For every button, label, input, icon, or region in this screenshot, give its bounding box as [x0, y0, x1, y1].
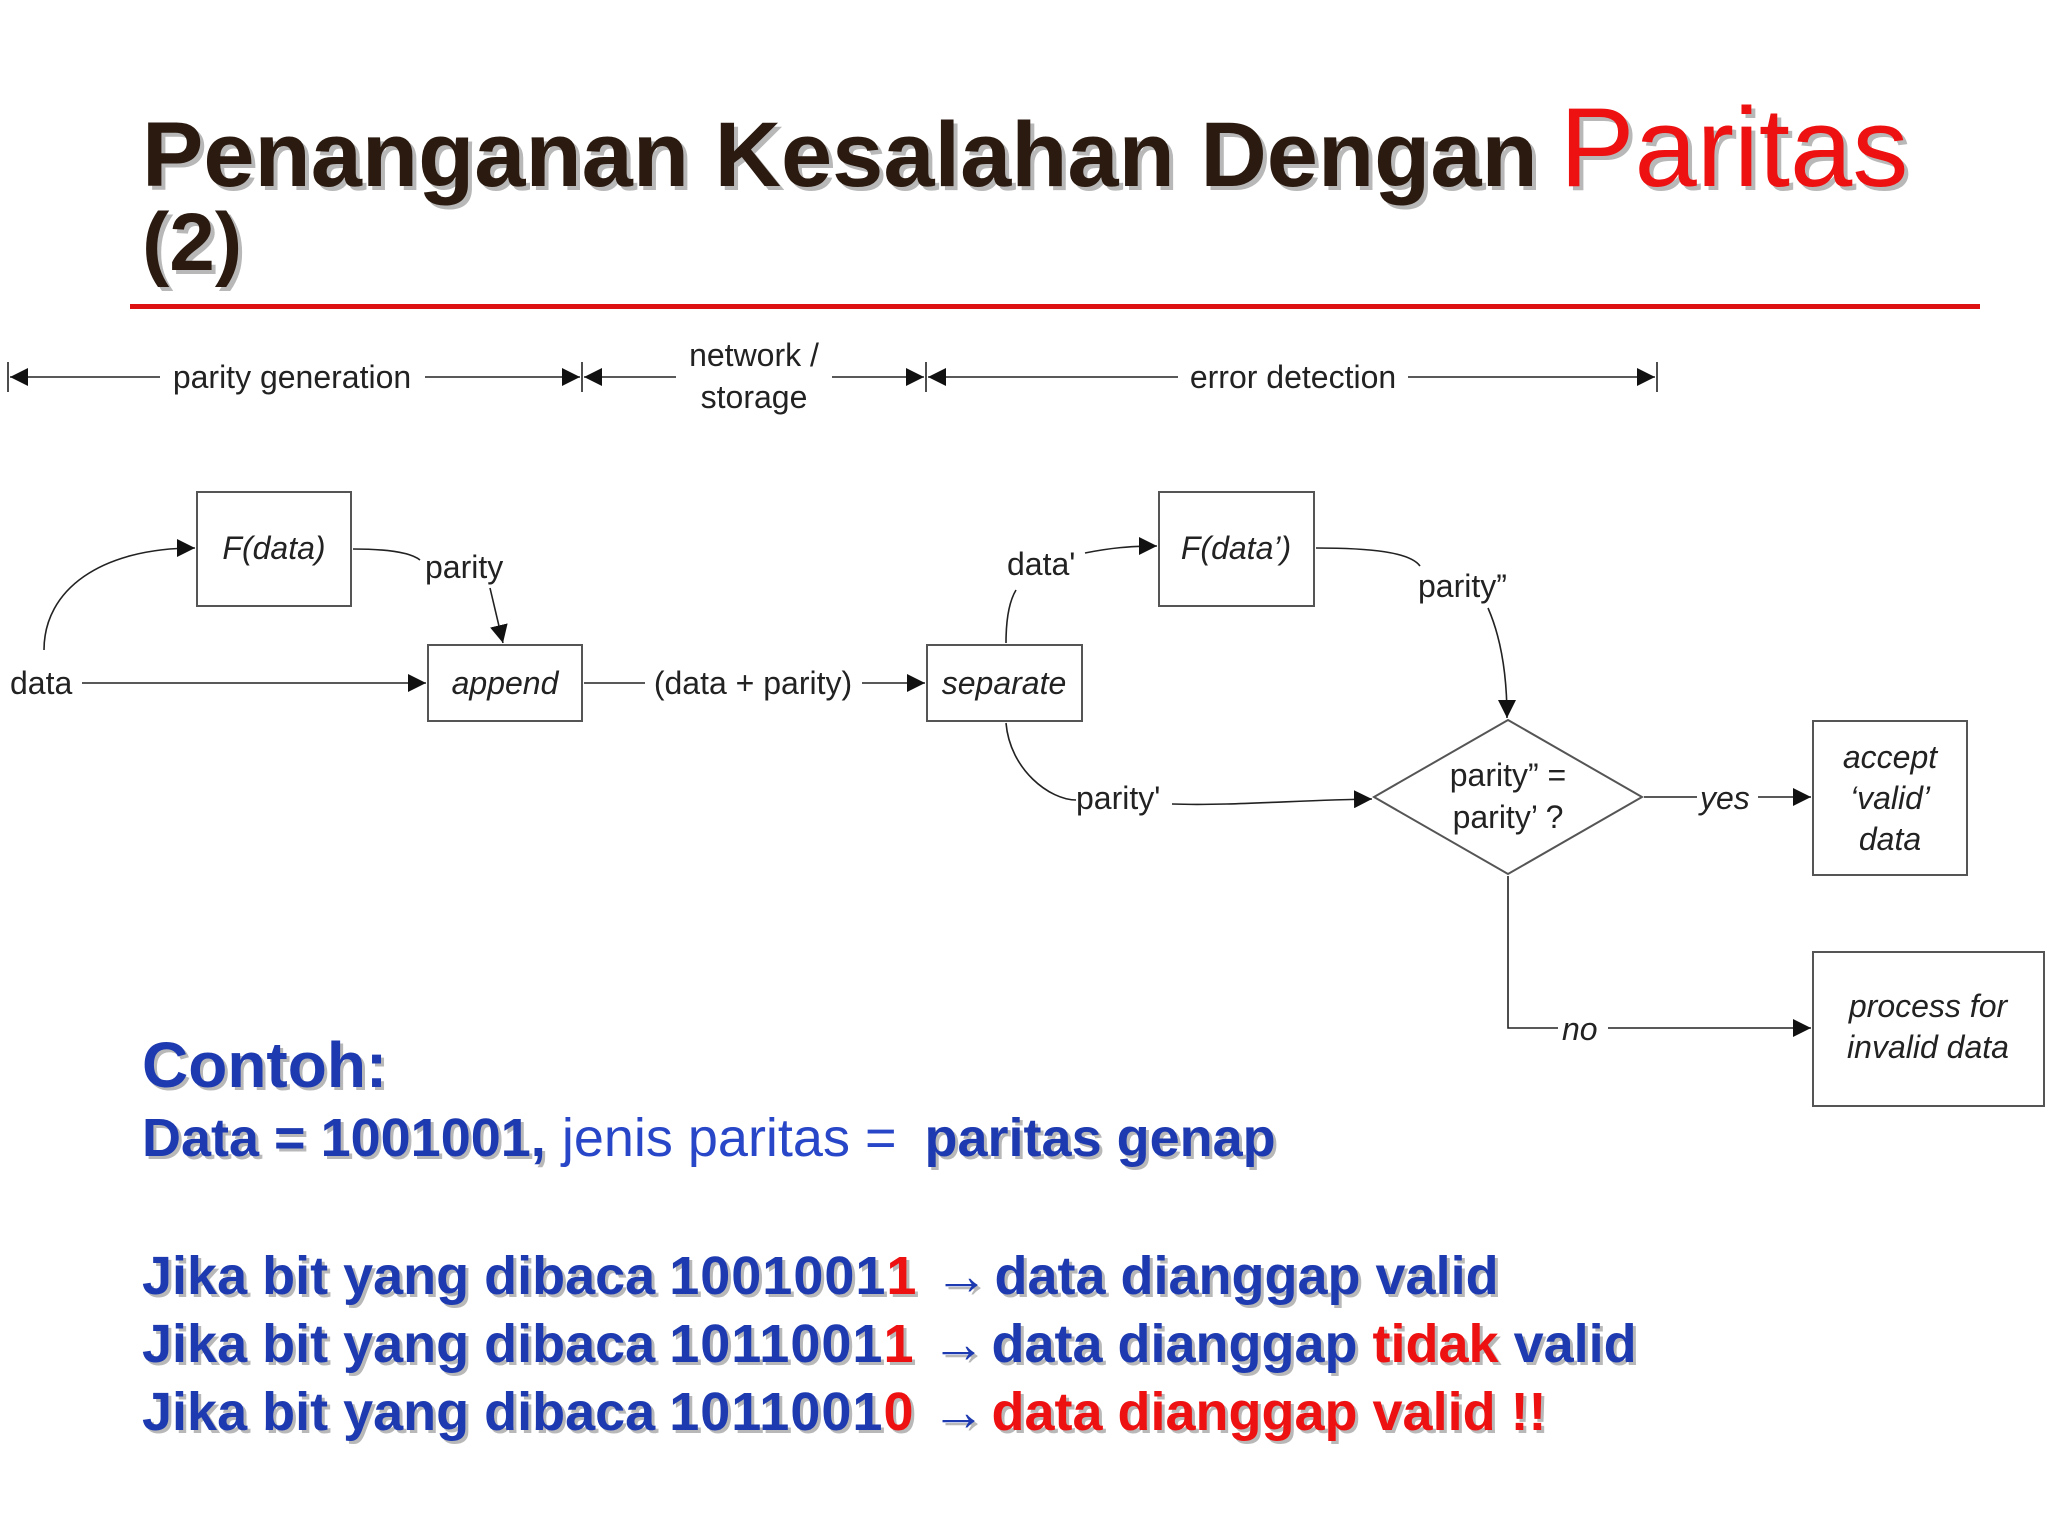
phase-bar	[8, 337, 1657, 415]
edge-f-prime-out	[1316, 548, 1420, 566]
phase-label-storage: storage	[700, 379, 808, 415]
edge-separate-up	[1006, 590, 1016, 643]
decision-line-1: parity” =	[1449, 757, 1567, 793]
edge-parity-dp-to-decision	[1488, 608, 1507, 718]
f-data-prime-label: F(data’)	[1180, 530, 1292, 566]
arrow-right-icon: →	[931, 1382, 986, 1442]
decision-diamond	[1374, 720, 1642, 874]
row-last-bit: 1	[886, 1246, 917, 1306]
accept-line-3: data	[1858, 821, 1922, 857]
data-middle: jenis paritas =	[561, 1108, 897, 1168]
result-before: data dianggap	[994, 1246, 1361, 1306]
phase-label-network: network /	[689, 337, 819, 373]
row-digits: 1011001	[669, 1382, 884, 1442]
row-result: data dianggap valid !!	[991, 1382, 1547, 1442]
edge-parity-prime-to-decision	[1172, 799, 1372, 804]
accept-line-2: ‘valid’	[1849, 780, 1931, 816]
append-label: append	[451, 665, 559, 701]
edge-separate-down	[1006, 723, 1076, 800]
arrow-right-icon: →	[931, 1314, 986, 1374]
row-digits: 1001001	[669, 1246, 887, 1306]
accept-line-1: accept	[1842, 739, 1938, 775]
example-data-line	[142, 1108, 1276, 1168]
edge-data-prime-to-f	[1085, 546, 1157, 553]
row-last-bit: 1	[883, 1314, 914, 1374]
example-row-2	[142, 1314, 1637, 1374]
label-no: no	[1562, 1011, 1598, 1047]
data-value: paritas genap	[924, 1108, 1276, 1168]
label-data: data	[10, 665, 73, 701]
row-prefix: Jika bit yang dibaca	[142, 1314, 656, 1374]
row-digits: 1011001	[669, 1314, 884, 1374]
row-result	[991, 1314, 1636, 1374]
example-heading: Contoh:	[142, 1029, 388, 1101]
title-accent: Paritas	[1559, 85, 1909, 210]
result-after: valid	[1375, 1246, 1499, 1306]
edge-data-to-f	[44, 548, 195, 650]
result-before: data dianggap	[991, 1314, 1358, 1374]
data-prefix: Data = 1001001,	[142, 1108, 546, 1168]
edge-f-to-parity	[353, 549, 420, 560]
label-parity-prime: parity'	[1076, 780, 1161, 816]
invalid-line-2: invalid data	[1847, 1029, 2009, 1065]
title-line-2: (2)	[142, 197, 243, 288]
example-row-3	[142, 1382, 1547, 1442]
row-prefix: Jika bit yang dibaca	[142, 1246, 656, 1306]
label-parity-double-prime: parity”	[1418, 568, 1507, 604]
decision-line-2: parity’ ?	[1452, 799, 1564, 835]
example-row-1	[142, 1246, 1499, 1306]
row-result	[994, 1246, 1498, 1306]
phase-label-generation: parity generation	[172, 359, 412, 395]
arrow-right-icon: →	[934, 1246, 989, 1306]
row-prefix: Jika bit yang dibaca	[142, 1382, 656, 1442]
invalid-line-1: process for	[1848, 988, 2008, 1024]
label-data-prime: data'	[1007, 546, 1076, 582]
result-red-word: tidak	[1372, 1314, 1499, 1374]
f-data-label: F(data)	[222, 530, 326, 566]
row-last-bit: 0	[883, 1382, 914, 1442]
label-data-plus-parity: (data + parity)	[653, 665, 853, 701]
title-main: Penanganan Kesalahan Dengan	[142, 104, 1538, 206]
edge-decision-to-no	[1508, 876, 1558, 1028]
separate-label: separate	[941, 665, 1067, 701]
label-parity: parity	[425, 549, 504, 585]
edge-parity-to-append	[490, 588, 503, 643]
label-yes: yes	[1700, 780, 1750, 816]
phase-label-detection: error detection	[1189, 359, 1397, 395]
result-after: valid	[1513, 1314, 1637, 1374]
